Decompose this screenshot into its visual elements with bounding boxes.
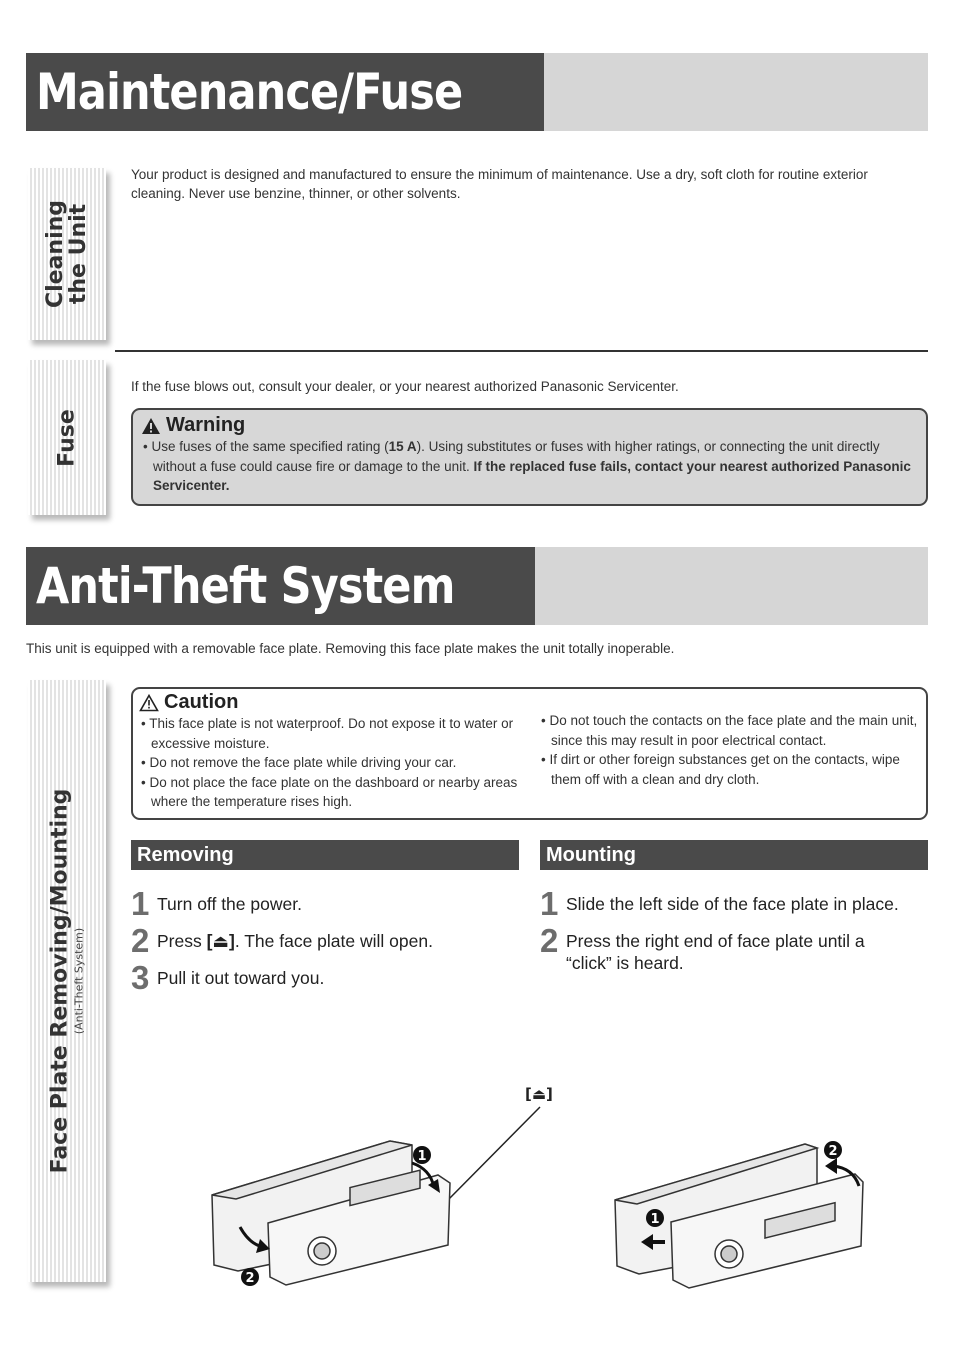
caution-bullet: • This face plate is not waterproof. Do not expose it to water or excessive moisture. [141, 716, 514, 751]
caution-bullet: • If dirt or other foreign substances get on the contacts, wipe them off with a clean and dry cloth. [541, 752, 900, 787]
warning-box [131, 408, 928, 506]
warning-heading: Warning [141, 414, 918, 437]
anti-theft-banner [26, 547, 928, 625]
section-divider [115, 350, 928, 352]
step-text: Press the right end of face plate until a “click” is heard. [566, 931, 865, 973]
faceplate-tab-label: Face Plate Removing/Mounting (Anti-Theft System) [47, 788, 86, 1174]
faceplate-tab-sublabel: (Anti-Theft System) [72, 927, 86, 1035]
cleaning-side-tab [28, 168, 106, 340]
maintenance-banner [26, 53, 928, 131]
maintenance-title-box [26, 53, 544, 131]
fuse-side-tab [28, 360, 106, 515]
mounting-step-1 [540, 885, 928, 922]
step-text: Pull it out toward you. [157, 968, 325, 988]
caution-left-column [139, 691, 521, 812]
caution-heading: Caution [139, 691, 521, 714]
step-number: 2 [540, 922, 559, 959]
cleaning-tab-label: Cleaning the Unit [42, 199, 91, 309]
removing-step-1 [131, 885, 511, 922]
callout-2-label: 2 [245, 1271, 255, 1286]
fuse-text: If the fuse blows out, consult your dealer, or your nearest authorized Panasonic Servicenter. [131, 379, 679, 394]
removing-heading: Removing [131, 840, 519, 870]
step-text: Press [⏏]. The face plate will open. [157, 931, 433, 951]
caution-bullet: • Do not place the face plate on the dashboard or nearby areas where the temperature rises high. [141, 774, 518, 809]
eject-key-callout: [⏏] [525, 1085, 553, 1103]
removing-illustration [200, 1075, 580, 1295]
mounting-illustration [605, 1130, 885, 1295]
fuse-tab-label: Fuse [54, 408, 80, 467]
section-title: Anti-Theft System [36, 557, 455, 615]
mounting-step-2 [540, 922, 928, 974]
caution-box [131, 687, 928, 820]
step-number: 2 [131, 922, 150, 959]
step-number: 1 [131, 885, 150, 922]
callout-1-label: 1 [650, 1212, 660, 1227]
removing-step-3 [131, 959, 511, 996]
caution-right-column [539, 711, 923, 789]
step-number: 3 [131, 959, 150, 996]
caution-bullet: • Do not touch the contacts on the face plate and the main unit, since this may result in poor electrical contact. [541, 713, 918, 748]
step-text: Turn off the power. [157, 894, 302, 914]
caution-bullet: • Do not remove the face plate while driving your car. [141, 755, 457, 770]
removing-step-2 [131, 922, 511, 959]
callout-1-label: 1 [417, 1149, 427, 1164]
warning-bullet: • Use fuses of the same specified rating (15 A). Using substitutes or fuses with higher ratings, or connecting the unit directly without a fuse could cause fire or damage to the unit. If the replaced fuse fails, contact your nearest authorized Panasonic Servicenter. [143, 439, 911, 493]
step-text: Slide the left side of the face plate in place. [566, 894, 899, 914]
step-number: 1 [540, 885, 559, 922]
mounting-heading: Mounting [540, 840, 928, 870]
anti-theft-intro: This unit is equipped with a removable face plate. Removing this face plate makes the unit totally inoperable. [26, 641, 675, 656]
caution-icon [139, 694, 159, 712]
anti-theft-title-box [26, 547, 535, 625]
page-title: Maintenance/Fuse [36, 63, 463, 121]
eject-key-label: [⏏] [206, 931, 235, 951]
callout-2-label: 2 [828, 1144, 838, 1159]
faceplate-side-tab [28, 680, 106, 1282]
cleaning-text: Your product is designed and manufactured to ensure the minimum of maintenance. Use a dry, soft cloth for routine exterior cleaning. Never use benzine, thinner, or other solvents. [131, 167, 868, 201]
arrow-icon [825, 1158, 837, 1174]
warning-icon [141, 417, 161, 435]
